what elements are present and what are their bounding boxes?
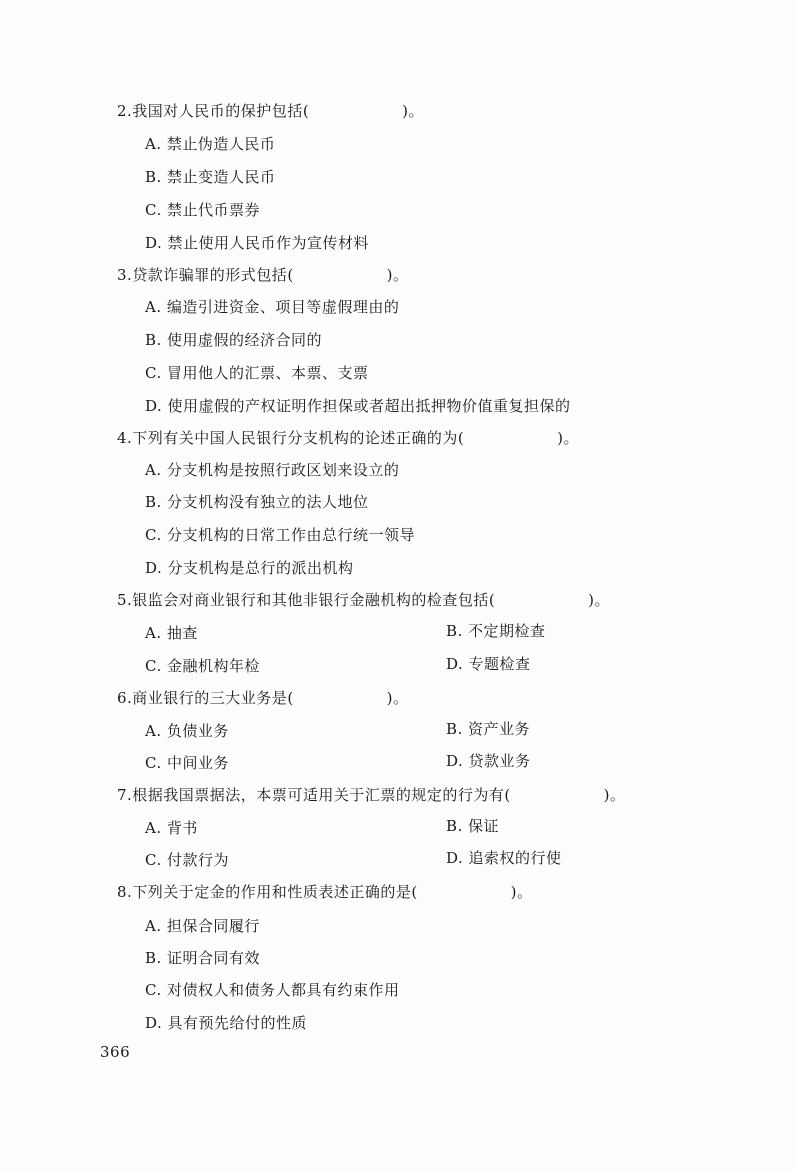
option: A. 禁止伪造人民币	[145, 135, 276, 153]
option: B. 使用虚假的经济合同的	[145, 331, 323, 349]
option: A. 抽查	[145, 624, 198, 642]
option: D. 具有预先给付的性质	[145, 1014, 308, 1032]
option: C. 付款行为	[145, 851, 229, 869]
option: C. 对债权人和债务人都具有约束作用	[145, 981, 400, 999]
option: D. 分支机构是总行的派出机构	[145, 559, 354, 577]
question-stem: 8.下列关于定金的作用和性质表述正确的是( )。	[117, 883, 533, 901]
option: A. 背书	[145, 819, 198, 837]
option: A. 编造引进资金、项目等虚假理由的	[145, 298, 400, 316]
question-stem: 5.银监会对商业银行和其他非银行金融机构的检查包括( )。	[117, 591, 611, 609]
option: B. 资产业务	[446, 720, 531, 738]
option: B. 禁止变造人民币	[145, 168, 276, 186]
option: B. 保证	[446, 817, 500, 835]
option: C. 金融机构年检	[145, 657, 260, 675]
option: D. 专题检查	[446, 655, 531, 673]
option: D. 追索权的行使	[446, 849, 562, 867]
option: B. 不定期检查	[446, 622, 546, 640]
question-stem: 2.我国对人民币的保护包括( )。	[117, 102, 425, 120]
question-stem: 3.贷款诈骗罪的形式包括( )。	[117, 266, 409, 284]
option: D. 禁止使用人民币作为宣传材料	[145, 234, 370, 252]
option: C. 冒用他人的汇票、本票、支票	[145, 364, 369, 382]
page-number: 366	[100, 1043, 131, 1061]
question-stem: 7.根据我国票据法，本票可适用关于汇票的规定的行为有( )。	[117, 786, 626, 804]
option: B. 分支机构没有独立的法人地位	[145, 493, 369, 511]
option: A. 负债业务	[145, 722, 229, 740]
option: D. 贷款业务	[446, 752, 531, 770]
option: B. 证明合同有效	[145, 949, 261, 967]
option: C. 分支机构的日常工作由总行统一领导	[145, 526, 415, 544]
question-stem: 4.下列有关中国人民银行分支机构的论述正确的为( )。	[117, 429, 580, 447]
option: C. 禁止代币票券	[145, 201, 260, 219]
option: D. 使用虚假的产权证明作担保或者超出抵押物价值重复担保的	[145, 397, 571, 415]
question-stem: 6.商业银行的三大业务是( )。	[117, 689, 409, 707]
option: A. 分支机构是按照行政区划来设立的	[145, 461, 400, 479]
option: A. 担保合同履行	[145, 917, 260, 935]
option: C. 中间业务	[145, 754, 229, 772]
